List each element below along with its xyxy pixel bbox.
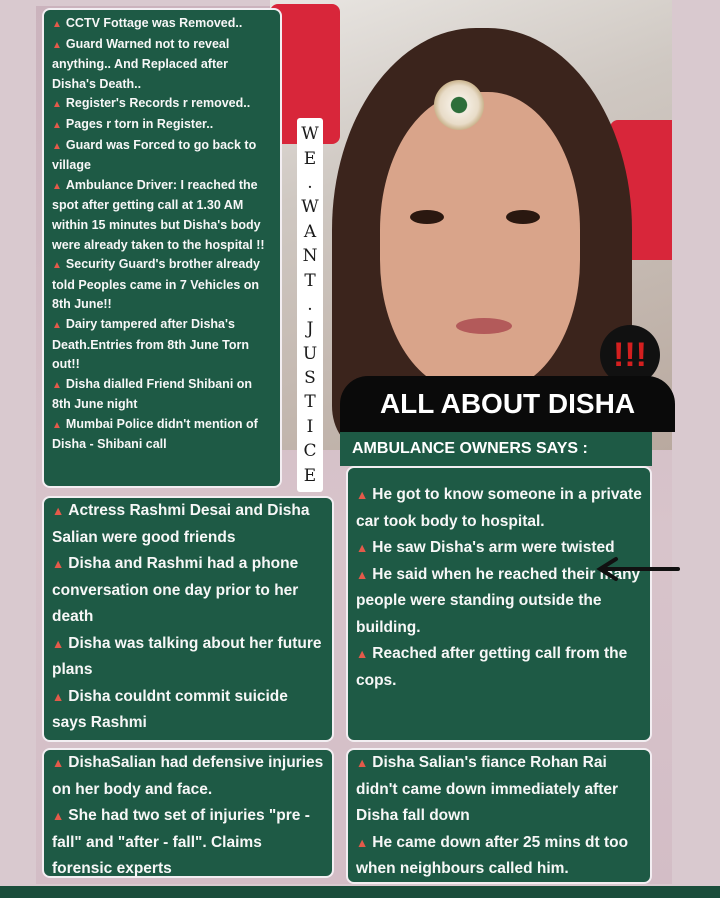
banner-letter: S [304, 368, 316, 389]
bullet-item [52, 176, 272, 255]
bullet-text: Disha and Rashmi had a phone conversation one day prior to her death [52, 555, 299, 625]
bullet-item [52, 255, 272, 315]
bullet-item [52, 14, 272, 35]
bullet-item [356, 750, 642, 830]
red-triangle-icon: ▲ [52, 689, 65, 704]
banner-letter: N [302, 246, 318, 267]
bullet-text: Register's Records r removed.. [65, 96, 251, 111]
bullet-text: Security Guard's brother already told Peoples came in 7 Vehicles on 8th June!! [52, 257, 260, 312]
right-bottom-panel [346, 748, 652, 884]
red-triangle-icon: ▲ [52, 39, 62, 51]
banner-letter: W [301, 124, 319, 145]
right-mid-list [356, 482, 642, 694]
red-triangle-icon: ▲ [52, 809, 65, 823]
banner-letter: . [307, 294, 313, 315]
bullet-text: DishaSalian had defensive injuries on her body and face. [52, 754, 324, 798]
red-triangle-icon: ▲ [52, 379, 62, 391]
banner-letter: T [304, 270, 316, 291]
bullet-text: Reached after getting call from the cops. [356, 645, 628, 689]
red-triangle-icon: ▲ [52, 319, 62, 331]
bullet-text: He said when he reached their many people were standing outside the building. [356, 565, 641, 636]
left-bottom-panel [42, 748, 334, 878]
bullet-item [52, 498, 324, 551]
red-triangle-icon: ▲ [356, 488, 369, 502]
banner-letter: U [302, 343, 318, 364]
bullet-item [52, 803, 324, 883]
lips-shape [456, 318, 512, 334]
right-bottom-list [356, 750, 642, 883]
bullet-text: Actress Rashmi Desai and Disha Salian were good friends [52, 502, 310, 546]
bullet-item [52, 115, 272, 136]
bullet-text: Disha couldnt commit suicide says Rashmi [52, 687, 288, 731]
bullet-item [52, 631, 324, 684]
bullet-item [52, 750, 324, 803]
pointing-arrow-icon [594, 556, 680, 582]
bullet-item [52, 35, 272, 95]
bullet-text: Guard Warned not to reveal anything.. And Replaced after Disha's Death.. [52, 36, 230, 91]
banner-letter: E [303, 148, 317, 169]
bullet-text: Guard was Forced to go back to village [52, 137, 257, 173]
banner-letter: I [306, 416, 314, 437]
right-mid-panel [346, 466, 652, 742]
bullet-text: Dairy tampered after Disha's Death.Entries from 8th June Torn out!! [52, 316, 250, 372]
red-triangle-icon: ▲ [52, 636, 65, 651]
red-triangle-icon: ▲ [52, 260, 62, 272]
left-top-panel [42, 8, 282, 488]
red-triangle-icon: ▲ [52, 119, 62, 131]
red-triangle-icon: ▲ [356, 835, 369, 850]
left-top-list [52, 14, 272, 455]
bullet-item [52, 415, 272, 455]
bullet-text: CCTV Fottage was Removed.. [65, 16, 243, 30]
red-triangle-icon: ▲ [356, 756, 369, 770]
bullet-item [356, 830, 642, 883]
bullet-text: She had two set of injuries "pre - fall" and "after - fall". Claims forensic experts [52, 807, 310, 877]
bullet-item [52, 684, 324, 737]
red-triangle-icon: ▲ [52, 504, 65, 518]
bottom-strip [0, 886, 720, 898]
bullet-text: Ambulance Driver: I reached the spot after getting call at 1.30 AM within 15 minutes but Disha's body were already taken to the hospital !! [52, 177, 265, 252]
banner-letter: T [304, 392, 316, 413]
bullet-text: Disha dialled Friend Shibani on 8th June night [52, 376, 253, 412]
red-triangle-icon: ▲ [52, 756, 65, 770]
bullet-text: Pages r torn in Register.. [65, 116, 214, 131]
bullet-item [356, 482, 642, 535]
left-bottom-list [52, 750, 324, 883]
banner-letter: W [301, 197, 319, 218]
red-triangle-icon: ▲ [52, 180, 62, 192]
red-triangle-icon: ▲ [356, 567, 369, 582]
left-mid-panel [42, 496, 334, 742]
eye-shape [506, 210, 540, 224]
bullet-item [52, 136, 272, 176]
red-triangle-icon: ▲ [52, 19, 62, 30]
red-triangle-icon: ▲ [356, 541, 369, 555]
face-shape [380, 92, 580, 392]
red-triangle-icon: ▲ [356, 647, 369, 661]
banner-letter: J [306, 319, 314, 340]
eye-shape [410, 210, 444, 224]
bullet-item [52, 551, 324, 631]
bullet-text: He came down after 25 mins dt too when neighbours called him. [356, 833, 629, 877]
bullet-text: Disha was talking about her future plans [52, 634, 322, 678]
maang-tikka [434, 80, 484, 130]
red-triangle-icon: ▲ [52, 557, 65, 571]
bullet-item [52, 375, 272, 415]
bullet-text: Disha Salian's fiance Rohan Rai didn't came down immediately after Disha fall down [356, 754, 619, 824]
bullet-item [356, 641, 642, 694]
page-title: ALL ABOUT DISHA [340, 376, 675, 432]
bullet-text: He got to know someone in a private car took body to hospital. [356, 486, 642, 530]
we-want-justice-banner [297, 118, 323, 492]
red-triangle-icon: ▲ [52, 140, 62, 152]
ambulance-subtitle: AMBULANCE OWNERS SAYS : [340, 432, 652, 466]
bullet-item [52, 94, 272, 115]
red-triangle-icon: ▲ [52, 99, 62, 111]
left-mid-list [52, 498, 324, 737]
banner-letter: . [307, 172, 313, 193]
banner-letter: C [303, 441, 317, 462]
exclamation-badge: !!! [600, 325, 660, 385]
bullet-text: Mumbai Police didn't mention of Disha - Shibani call [52, 416, 258, 452]
bullet-text: He saw Disha's arm were twisted [372, 539, 615, 556]
bullet-item [52, 315, 272, 375]
red-triangle-icon: ▲ [52, 419, 62, 431]
banner-letter: E [303, 465, 317, 486]
banner-letter: A [303, 221, 317, 242]
